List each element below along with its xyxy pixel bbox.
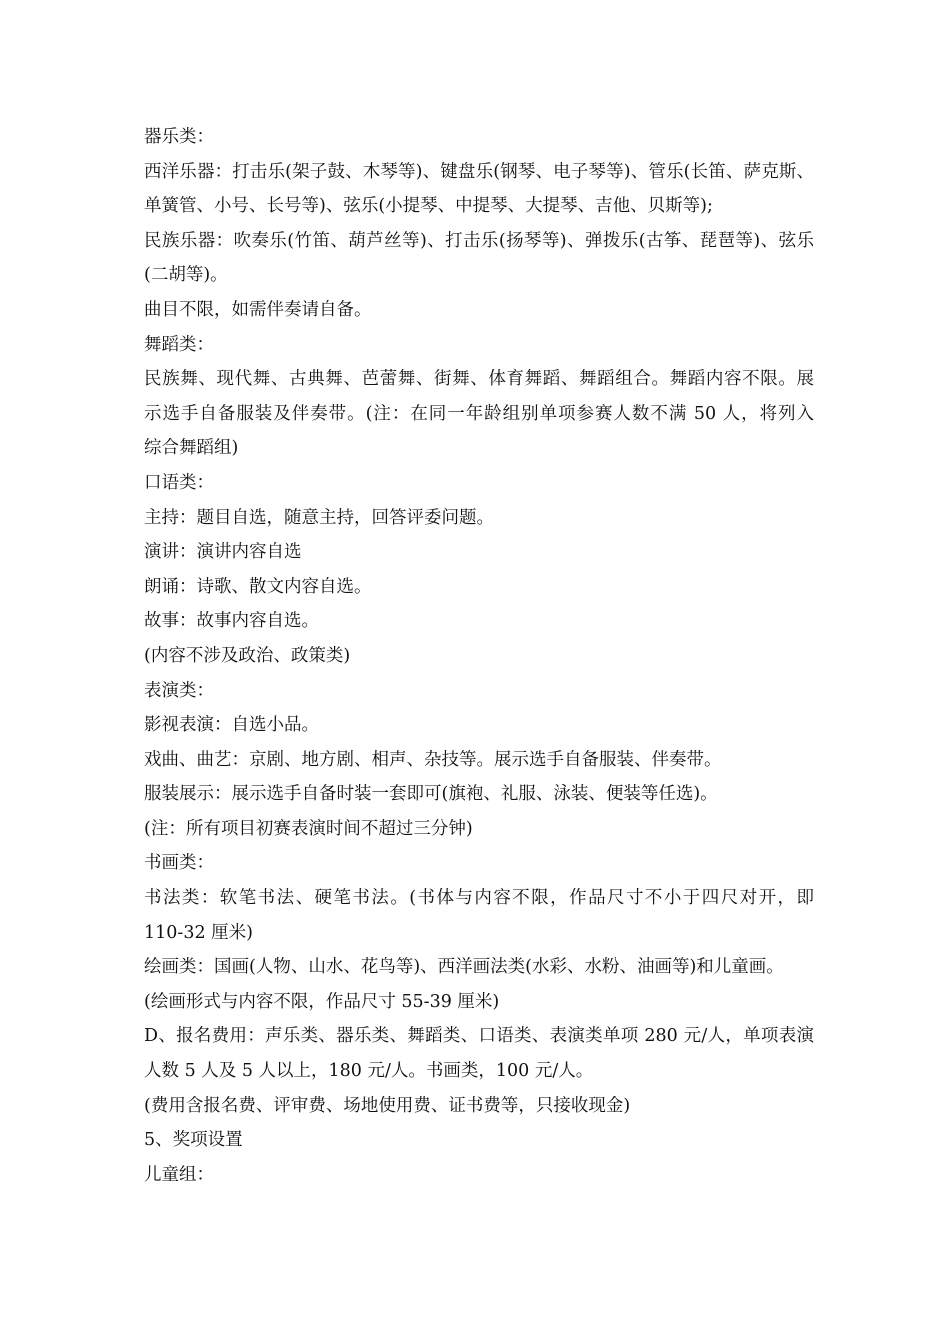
paragraph-line: 单簧管、小号、长号等)、弦乐(小提琴、中提琴、大提琴、吉他、贝斯等);: [144, 196, 713, 217]
paragraph-line: (二胡等)。: [144, 265, 228, 286]
paragraph-line: (费用含报名费、评审费、场地使用费、证书费等，只接收现金): [144, 1095, 631, 1116]
paragraph-line: D、报名费用：声乐类、器乐类、舞蹈类、口语类、表演类单项 280 元/人，单项表演: [144, 1026, 814, 1047]
section-heading-dance: 舞蹈类：: [144, 334, 214, 355]
section-heading-awards: 5、奖项设置: [144, 1130, 243, 1151]
paragraph-line: 主持：题目自选，随意主持，回答评委问题。: [144, 507, 494, 528]
paragraph-line: 绘画类：国画(人物、山水、花鸟等)、西洋画法类(水彩、水粉、油画等)和儿童画。: [144, 957, 784, 978]
section-heading-instrumental: 器乐类：: [144, 127, 214, 147]
document-body: [144, 120, 814, 1192]
paragraph-line: 演讲：演讲内容自选: [144, 542, 302, 563]
paragraph-line: 朗诵：诗歌、散文内容自选。: [144, 576, 372, 597]
paragraph-line: (内容不涉及政治、政策类): [144, 645, 351, 666]
paragraph-line: 110-32 厘米): [144, 922, 253, 943]
paragraph-line: 影视表演：自选小品。: [144, 715, 319, 736]
section-heading-performance: 表演类：: [144, 680, 214, 701]
paragraph-line: (注：所有项目初赛表演时间不超过三分钟): [144, 818, 473, 839]
section-heading-spoken: 口语类：: [144, 472, 214, 493]
paragraph-line: (绘画形式与内容不限，作品尺寸 55-39 厘米): [144, 991, 500, 1012]
paragraph-line: 示选手自备服装及伴奏带。(注：在同一年龄组别单项参赛人数不满 50 人，将列入: [144, 403, 814, 424]
paragraph-line: 民族舞、现代舞、古典舞、芭蕾舞、街舞、体育舞蹈、舞蹈组合。舞蹈内容不限。展: [144, 369, 814, 390]
paragraph-line: 综合舞蹈组): [144, 438, 239, 459]
paragraph-line: 曲目不限，如需伴奏请自备。: [144, 299, 372, 320]
section-heading-children-group: 儿童组：: [144, 1164, 214, 1185]
paragraph-line: 西洋乐器：打击乐(架子鼓、木琴等)、键盘乐(钢琴、电子琴等)、管乐(长笛、萨克斯、: [144, 161, 814, 182]
paragraph-line: 戏曲、曲艺：京剧、地方剧、相声、杂技等。展示选手自备服装、伴奏带。: [144, 749, 722, 770]
paragraph-line: 书法类：软笔书法、硬笔书法。(书体与内容不限，作品尺寸不小于四尺对开，即: [144, 888, 814, 909]
paragraph-line: 人数 5 人及 5 人以上，180 元/人。书画类，100 元/人。: [144, 1061, 594, 1082]
paragraph-line: 服装展示：展示选手自备时装一套即可(旗袍、礼服、泳装、便装等任选)。: [144, 784, 718, 805]
section-heading-calligraphy-painting: 书画类：: [144, 853, 214, 874]
paragraph-line: 民族乐器：吹奏乐(竹笛、葫芦丝等)、打击乐(扬琴等)、弹拨乐(古筝、琵琶等)、弦乐: [144, 230, 814, 251]
paragraph-line: 故事：故事内容自选。: [144, 611, 319, 632]
